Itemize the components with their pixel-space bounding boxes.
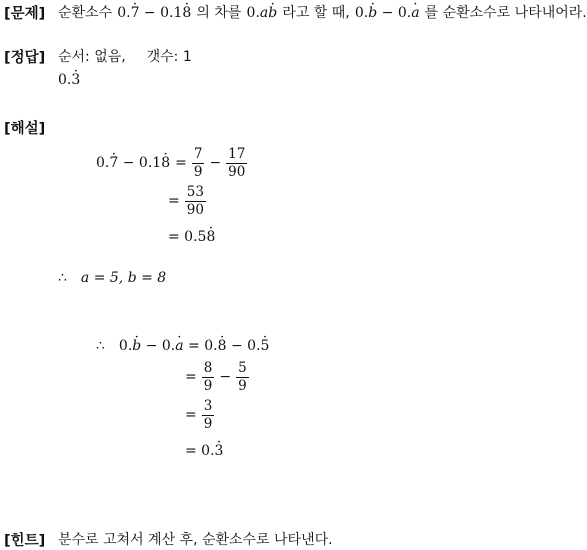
- answer-label: [정답]: [4, 50, 46, 66]
- problem-statement: [58, 2, 587, 22]
- solution-label: [해설]: [4, 121, 46, 137]
- hint-label: [힌트]: [4, 533, 46, 549]
- order-label: 순서:: [58, 49, 90, 65]
- derivation-2-line-2: = $\frac{8}{9}$ − $\frac{5}{9}$: [185, 360, 247, 394]
- fraction: $\frac{3}{9}$: [203, 398, 213, 432]
- problem-text-4: 를 순환소수로 나타내어라.: [424, 5, 587, 21]
- ab-result: ∴ a = 5, b = 8: [58, 270, 167, 286]
- derivation-1-line-1: 0.7 · − 0.18 · = $\frac{7}{9}$ − $\frac{17}{90}$: [96, 147, 247, 180]
- count-label: 갯수:: [146, 49, 179, 65]
- fraction: $\frac{5}{9}$: [238, 360, 247, 394]
- answer-value: 0.3 ·: [58, 72, 80, 88]
- problem-expr: 0.7 · − 0.18 ·: [117, 5, 191, 21]
- problem-text-3: 라고 할 때,: [282, 5, 350, 21]
- derivation-2-line-3: = $\frac{3}{9}$: [185, 398, 213, 432]
- fraction: $\frac{53}{90}$: [186, 184, 204, 218]
- derivation-2-line-4: = 0.3 ·: [185, 443, 223, 459]
- answer-meta: [58, 46, 192, 66]
- hint-text: 분수로 고쳐서 계산 후, 순환소수로 나타낸다.: [58, 532, 333, 548]
- derivation-2-line-1: ∴ 0.b · − 0.a · = 0.8 · − 0.5 ·: [96, 338, 269, 354]
- derivation-1-line-3: = 0.58 ·: [168, 229, 215, 245]
- derivation-1-line-2: = $\frac{53}{90}$: [168, 184, 204, 218]
- fraction: $\frac{17}{90}$: [228, 146, 246, 180]
- problem-var: 0.ab ·: [247, 5, 278, 21]
- problem-text-1: 순환소수: [58, 5, 113, 21]
- order-value: 없음,: [94, 49, 126, 65]
- problem-expr-2: 0.b · − 0.a ·: [355, 5, 420, 21]
- count-value: 1: [182, 49, 192, 65]
- problem-label: [문제]: [4, 6, 46, 22]
- problem-text-2: 의 차를: [196, 5, 242, 21]
- fraction: $\frac{7}{9}$: [193, 146, 203, 180]
- fraction: $\frac{8}{9}$: [203, 360, 213, 394]
